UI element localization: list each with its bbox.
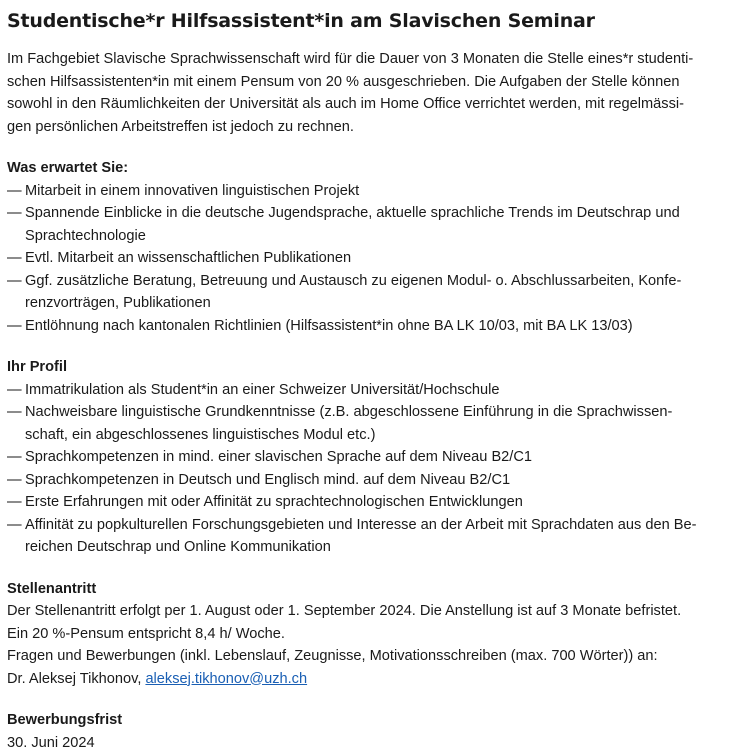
list-item-text: Ggf. zusätzliche Beratung, Betreuung und Austausch zu eigenen Modul- o. Abschlussarbeiten, Konfe- — [25, 272, 682, 289]
workload-text: Ein 20 %-Pensum entspricht 8,4 h/ Woche. — [7, 625, 285, 642]
list-item — [7, 514, 747, 559]
list-item — [7, 379, 747, 402]
contact-name: Dr. Aleksej Tikhonov, — [7, 670, 146, 687]
list-item-text: reichen Deutschrap und Online Kommunikation — [25, 539, 331, 555]
list-item-text: Immatrikulation als Student*in an einer Schweizer Universität/Hochschule — [25, 381, 500, 398]
list-item-text: Sprachkompetenzen in Deutsch und Englisch mind. auf dem Niveau B2/C1 — [25, 471, 511, 488]
deadline-date: 30. Juni 2024 — [7, 734, 95, 751]
list-item — [7, 202, 747, 247]
bullet-dash: — — [7, 317, 22, 334]
list-item-text: Evtl. Mitarbeit an wissenschaftlichen Publikationen — [25, 250, 352, 266]
list-item — [7, 270, 747, 315]
list-item-text: Entlöhnung nach kantonalen Richtlinien (Hilfsassistent*in ohne BA LK 10/03, mit BA LK 13/03) — [25, 317, 633, 334]
list-item — [7, 180, 747, 203]
list-item — [7, 469, 747, 492]
start-heading: Stellenantritt — [7, 580, 97, 597]
bullet-dash: — — [7, 471, 22, 488]
list-item-text: Erste Erfahrungen mit oder Affinität zu sprachtechnologischen Entwicklungen — [25, 494, 523, 510]
bullet-dash: — — [7, 182, 22, 199]
bullet-dash: — — [7, 205, 22, 221]
intro-line: Im Fachgebiet Slavische Sprachwissenschaft wird für die Dauer von 3 Monaten die Stelle eines*r studenti- — [7, 51, 694, 67]
list-item — [7, 446, 747, 469]
bullet-dash: — — [7, 250, 22, 266]
application-info-text: Fragen und Bewerbungen (inkl. Lebenslauf, Zeugnisse, Motivationsschreiben (max. 700 Wörter)) an: — [7, 648, 658, 664]
list-item-text: Affinität zu popkulturellen Forschungsgebieten und Interesse an der Arbeit mit Sprachdaten aus den Be- — [25, 516, 697, 533]
start-date-text: Der Stellenantritt erfolgt per 1. August oder 1. September 2024. Die Anstellung ist auf 3 Monate befristet. — [7, 603, 682, 619]
list-item — [7, 491, 747, 514]
job-posting — [7, 8, 747, 754]
intro-line: schen Hilfsassistenten*in mit einem Pensum von 20 % ausgeschrieben. Die Aufgaben der Stelle können — [7, 73, 680, 90]
list-item — [7, 315, 747, 338]
intro-paragraph — [7, 48, 747, 138]
contact-email-link[interactable]: aleksej.tikhonov@uzh.ch — [145, 670, 308, 687]
list-item-text: renzvorträgen, Publikationen — [25, 295, 211, 311]
list-item-text: Nachweisbare linguistische Grundkenntnisse (z.B. abgeschlossene Einführung in die Sprachwissen- — [25, 404, 673, 420]
intro-line: gen persönlichen Arbeitstreffen ist jedoch zu rechnen. — [7, 118, 354, 135]
expect-heading: Was erwartet Sie: — [7, 160, 129, 176]
bullet-dash: — — [7, 404, 22, 420]
bullet-dash: — — [7, 516, 22, 533]
profile-heading: Ihr Profil — [7, 359, 67, 375]
list-item — [7, 401, 747, 446]
bullet-dash: — — [7, 272, 22, 289]
deadline-heading: Bewerbungsfrist — [7, 712, 123, 728]
list-item-text: Spannende Einblicke in die deutsche Jugendsprache, aktuelle sprachliche Trends im Deutschrap und — [25, 205, 680, 221]
expect-list — [7, 180, 747, 338]
list-item-text: Sprachkompetenzen in mind. einer slavischen Sprache auf dem Niveau B2/C1 — [25, 449, 533, 465]
page-title: Studentische*r Hilfsassistent*in am Slavischen Seminar — [7, 10, 595, 32]
list-item — [7, 247, 747, 270]
bullet-dash: — — [7, 494, 22, 510]
list-item-text: Sprachtechnologie — [25, 227, 146, 244]
list-item-text: Mitarbeit in einem innovativen linguistischen Projekt — [25, 182, 360, 199]
intro-line: sowohl in den Räumlichkeiten der Universität als auch im Home Office verrichtet werden, mit regelmässi- — [7, 96, 684, 112]
profile-list — [7, 379, 747, 559]
bullet-dash: — — [7, 381, 22, 398]
bullet-dash: — — [7, 449, 22, 465]
contact-line — [7, 668, 747, 691]
list-item-text: schaft, ein abgeschlossenes linguistisches Modul etc.) — [25, 426, 376, 443]
